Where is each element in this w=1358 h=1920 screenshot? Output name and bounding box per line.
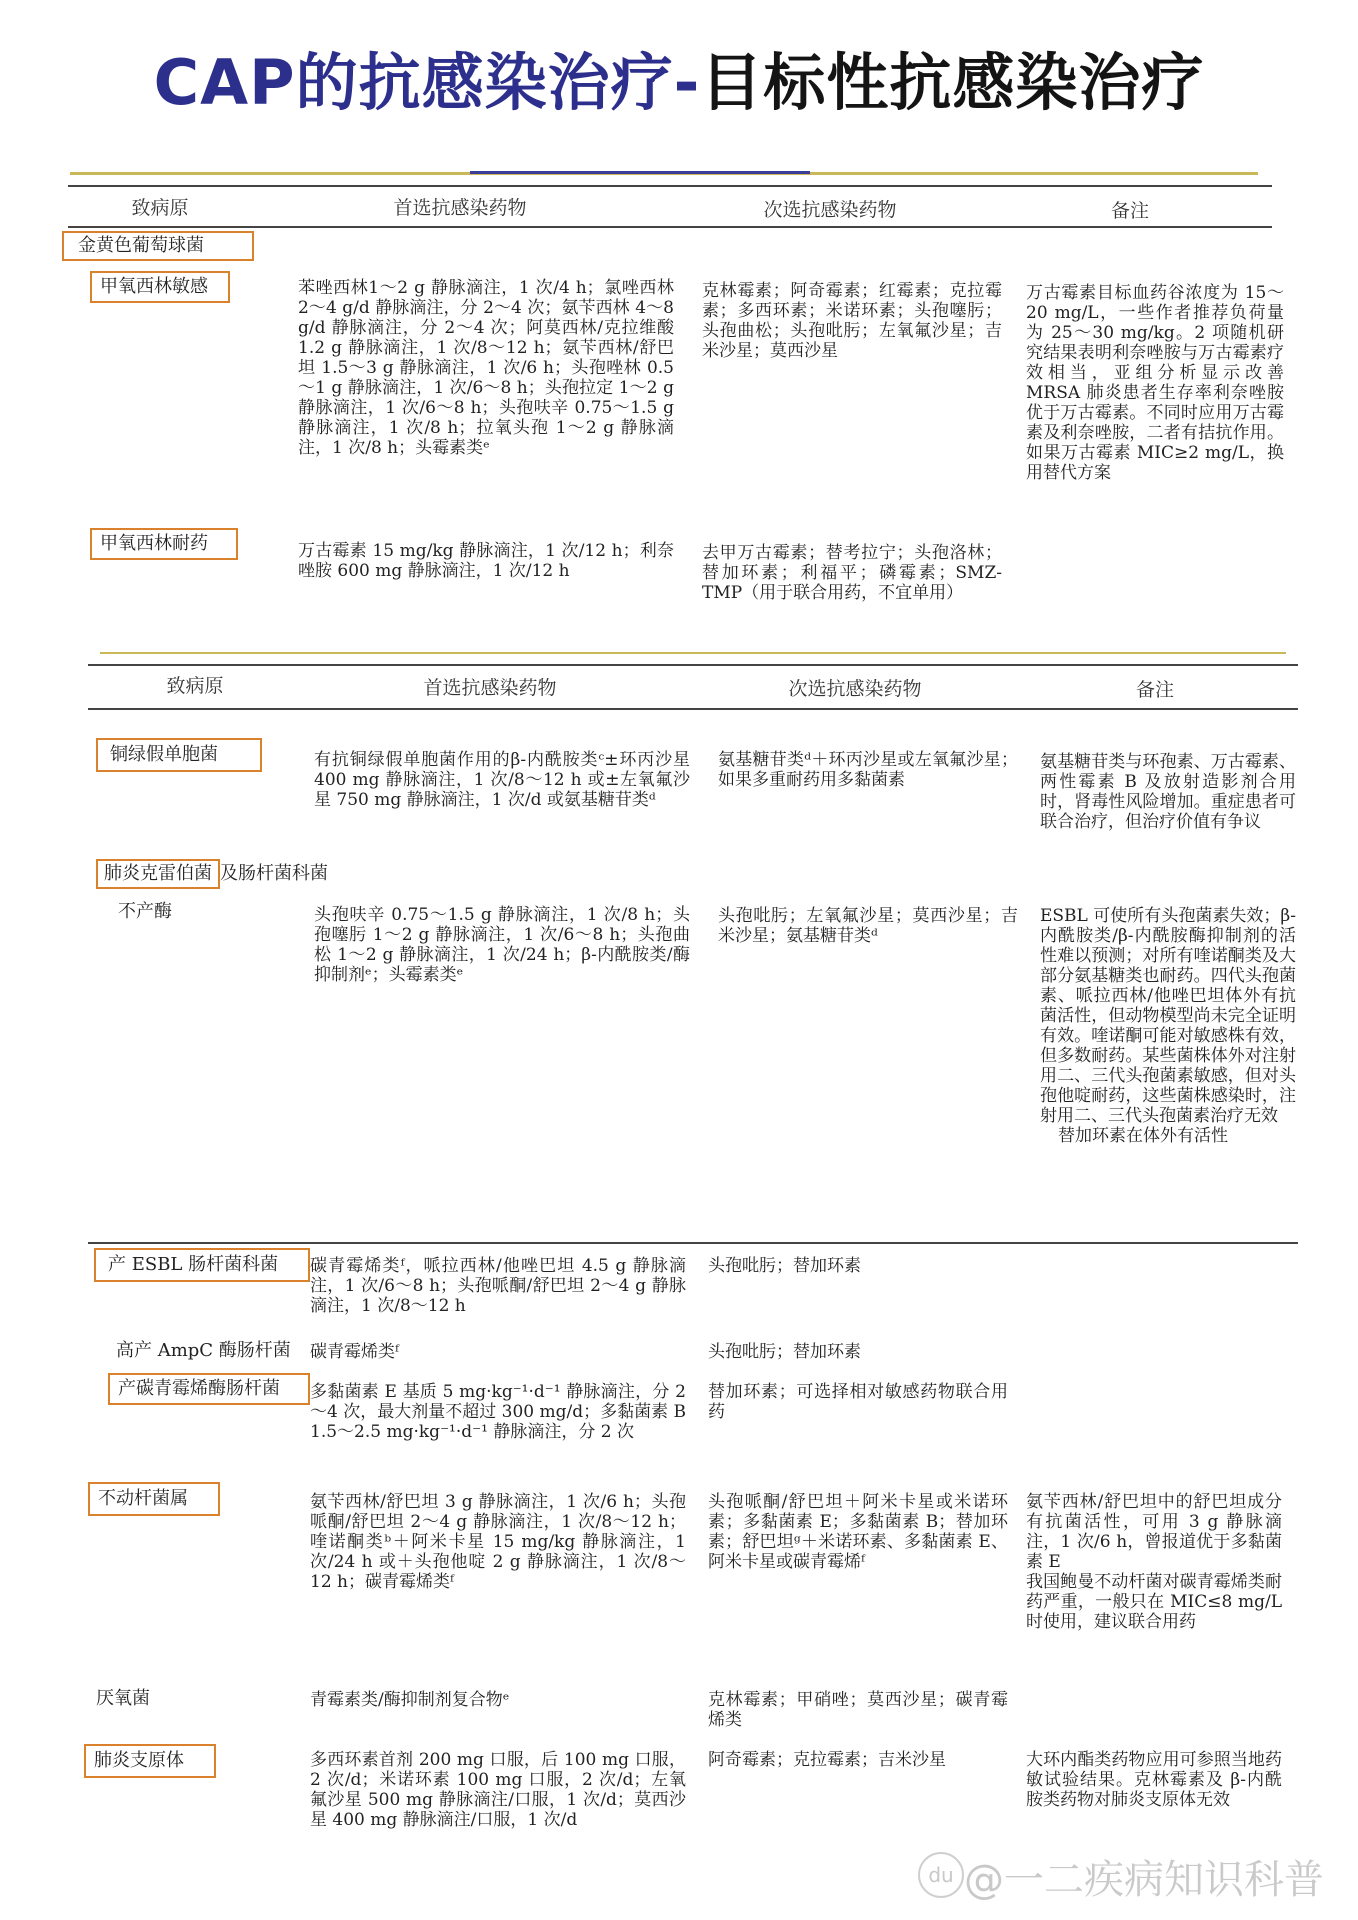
mssa-note bbox=[1026, 283, 1284, 483]
klebsiella-first-choice bbox=[314, 905, 690, 985]
title-part1: CAP的抗感染治疗- bbox=[153, 46, 701, 119]
pathogen-mycoplasma: 肺炎支原体 bbox=[84, 1744, 216, 1778]
pathogen-klebsiella-row bbox=[96, 859, 328, 889]
acinetobacter-second-text: 头孢哌酮/舒巴坦＋阿米卡星或米诺环素；多黏菌素 E；多黏菌素 B；替加环素；舒巴坦ᵍ＋米诺环素、多黏菌素 E、阿米卡星或碳青霉烯ᶠ bbox=[708, 1492, 1008, 1572]
t2-header-first: 首选抗感染药物 bbox=[423, 677, 557, 699]
pseudomonas-second-choice bbox=[718, 750, 1018, 790]
t1-header-note: 备注 bbox=[1110, 200, 1149, 222]
esbl-first-choice bbox=[310, 1256, 686, 1316]
mssa-first-text: 苯唑西林1～2 g 静脉滴注，1 次/4 h；氯唑西林 2～4 g/d 静脉滴注，分 2～4 次；氨苄西林 4～8 g/d 静脉滴注，分 2～4 次；阿莫西林/克拉维酸 1.2 g 静脉滴注，1 次/8～12 h；氨苄西林/舒巴坦 1.5～3 g 静脉滴注，1 次/6 h；头孢唑林 0.5～1 g 静脉滴注，1 次/6～8 h；头孢拉定 1～2 g 静脉滴注，1 次/6～8 h；头孢呋辛 0.75～1.5 g 静脉滴注，1 次/8 h；拉氧头孢 1～2 g 静脉滴注，1 次/8 h；头霉素类ᵉ bbox=[298, 278, 674, 458]
mssa-second-text: 克林霉素；阿奇霉素；红霉素；克拉霉素；多西环素；米诺环素；头孢噻肟；头孢曲松；头孢吡肟；左氧氟沙星；吉米沙星；莫西沙星 bbox=[702, 281, 1002, 361]
pathogen-ampc: 高产 AmpC 酶肠杆菌 bbox=[116, 1340, 291, 1361]
anaerobes-first-choice bbox=[310, 1690, 686, 1710]
mrsa-second-choice bbox=[702, 543, 1002, 603]
pathogen-klebsiella-suffix: 及肠杆菌科菌 bbox=[220, 863, 328, 884]
klebsiella-note bbox=[1040, 906, 1296, 1146]
title-rule-blue bbox=[470, 171, 810, 174]
mycoplasma-first-choice bbox=[310, 1750, 686, 1830]
klebsiella-second-choice bbox=[718, 906, 1018, 946]
watermark-logo-icon: du bbox=[918, 1852, 964, 1898]
mycoplasma-note bbox=[1026, 1750, 1282, 1810]
pseudomonas-first-choice bbox=[314, 750, 690, 810]
pathogen-pseudomonas: 铜绿假单胞菌 bbox=[96, 738, 262, 772]
table2-top-rule bbox=[88, 664, 1298, 666]
mrsa-first-choice bbox=[298, 541, 674, 581]
t2-header-pathogen: 致病原 bbox=[166, 675, 224, 697]
klebsiella-first-text: 头孢呋辛 0.75～1.5 g 静脉滴注，1 次/8 h；头孢噻肟 1～2 g 静脉滴注，1 次/6～8 h；头孢曲松 1～2 g 静脉滴注，1 次/24 h；β-内酰胺类/酶抑制剂ᵉ；头霉素类ᵉ bbox=[314, 905, 690, 985]
mssa-first-choice bbox=[298, 278, 674, 458]
ampc-second-text: 头孢吡肟；替加环素 bbox=[708, 1342, 861, 1362]
page-title bbox=[0, 38, 1358, 128]
table1-top-rule bbox=[68, 185, 1272, 187]
pathogen-mssa: 甲氧西林敏感 bbox=[90, 271, 230, 303]
esbl-second-text: 头孢吡肟；替加环素 bbox=[708, 1256, 861, 1276]
cre-first-text: 多黏菌素 E 基质 5 mg·kg⁻¹·d⁻¹ 静脉滴注，分 2～4 次，最大剂量不超过 300 mg/d；多黏菌素 B 1.5～2.5 mg·kg⁻¹·d⁻¹ 静脉滴注，分 2 次 bbox=[310, 1382, 686, 1442]
t2-header-second: 次选抗感染药物 bbox=[788, 678, 922, 700]
cre-second-text: 替加环素；可选择相对敏感药物联合用药 bbox=[708, 1382, 1008, 1422]
t1-header-pathogen: 致病原 bbox=[131, 197, 189, 219]
mycoplasma-second-text: 阿奇霉素；克拉霉素；吉米沙星 bbox=[708, 1750, 946, 1770]
mrsa-second-text: 去甲万古霉素；替考拉宁；头孢洛林；替加环素；利福平；磷霉素；SMZ-TMP（用于联合用药，不宜单用） bbox=[702, 543, 1002, 603]
pathogen-anaerobes: 厌氧菌 bbox=[96, 1688, 150, 1709]
ampc-first-choice bbox=[310, 1342, 686, 1362]
mycoplasma-second-choice bbox=[708, 1750, 1008, 1770]
esbl-second-choice bbox=[708, 1256, 1008, 1276]
pseudomonas-note-text: 氨基糖苷类与环孢素、万古霉素、两性霉素 B 及放射造影剂合用时，肾毒性风险增加。重症患者可联合治疗，但治疗价值有争议 bbox=[1040, 752, 1296, 832]
esbl-divider-rule bbox=[88, 1242, 1298, 1244]
mssa-note-text: 万古霉素目标血药谷浓度为 15～20 mg/L，一些作者推荐负荷量为 25～30 mg/kg。2 项随机研究结果表明利奈唑胺与万古霉素疗效相当，亚组分析显示改善 MRSA 肺炎患者生存率利奈唑胺优于万古霉素。不同时应用万古霉素及利奈唑胺，二者有拮抗作用。如果万古霉素 MIC≥2 mg/L，换用替代方案 bbox=[1026, 283, 1284, 483]
acinetobacter-note-text: 氨苄西林/舒巴坦中的舒巴坦成分有抗菌活性，可用 3 g 静脉滴注，1 次/6 h，曾报道优于多黏菌素 E bbox=[1026, 1492, 1282, 1572]
t2-header-note: 备注 bbox=[1135, 679, 1174, 701]
group-label-staph: 金黄色葡萄球菌 bbox=[62, 231, 254, 261]
table2-header-rule bbox=[88, 708, 1298, 710]
anaerobes-second-text: 克林霉素；甲硝唑；莫西沙星；碳青霉烯类 bbox=[708, 1690, 1008, 1730]
mycoplasma-note-text: 大环内酯类药物应用可参照当地药敏试验结果。克林霉素及 β-内酰胺类药物对肺炎支原体无效 bbox=[1026, 1750, 1282, 1810]
klebsiella-note2-text: 替加环素在体外有活性 bbox=[1058, 1126, 1228, 1146]
anaerobes-second-choice bbox=[708, 1690, 1008, 1730]
section-rule-gold bbox=[100, 652, 1286, 654]
klebsiella-second-text: 头孢吡肟；左氧氟沙星；莫西沙星；吉米沙星；氨基糖苷类ᵈ bbox=[718, 906, 1018, 946]
acinetobacter-first-choice bbox=[310, 1492, 686, 1592]
pathogen-klebsiella: 肺炎克雷伯菌 bbox=[96, 859, 220, 889]
acinetobacter-second-choice bbox=[708, 1492, 1008, 1572]
mycoplasma-first-text: 多西环素首剂 200 mg 口服，后 100 mg 口服，2 次/d；米诺环素 100 mg 口服，2 次/d；左氧氟沙星 500 mg 静脉滴注/口服，1 次/d；莫西沙星 400 mg 静脉滴注/口服，1 次/d bbox=[310, 1750, 686, 1830]
pathogen-acinetobacter: 不动杆菌属 bbox=[88, 1482, 220, 1516]
ampc-second-choice bbox=[708, 1342, 1008, 1362]
pathogen-cre: 产碳青霉烯酶肠杆菌 bbox=[108, 1373, 310, 1405]
t1-header-second: 次选抗感染药物 bbox=[763, 199, 897, 221]
pathogen-esbl: 产 ESBL 肠杆菌科菌 bbox=[94, 1248, 310, 1282]
anaerobes-first-text: 青霉素类/酶抑制剂复合物ᵉ bbox=[310, 1690, 510, 1710]
cre-first-choice bbox=[310, 1382, 686, 1442]
t1-header-first: 首选抗感染药物 bbox=[393, 197, 527, 219]
esbl-first-text: 碳青霉烯类ᶠ，哌拉西林/他唑巴坦 4.5 g 静脉滴注，1 次/6～8 h；头孢哌酮/舒巴坦 2～4 g 静脉滴注，1 次/8～12 h bbox=[310, 1256, 686, 1316]
watermark-text: @一二疾病知识科普 bbox=[964, 1857, 1324, 1903]
klebsiella-subtype: 不产酶 bbox=[118, 901, 172, 922]
acinetobacter-note bbox=[1026, 1492, 1282, 1632]
pseudomonas-second-text: 氨基糖苷类ᵈ＋环丙沙星或左氧氟沙星；如果多重耐药用多黏菌素 bbox=[718, 750, 1018, 790]
ampc-first-text: 碳青霉烯类ᶠ bbox=[310, 1342, 399, 1362]
table1-header-rule bbox=[68, 226, 1272, 228]
klebsiella-note-text: ESBL 可使所有头孢菌素失效；β-内酰胺类/β-内酰胺酶抑制剂的活性难以预测；对所有喹诺酮类及大部分氨基糖类也耐药。四代头孢菌素、哌拉西林/他唑巴坦体外有抗菌活性，但动物模型尚未完全证明有效。喹诺酮可能对敏感株有效，但多数耐药。某些菌株体外对注射用二、三代头孢菌素敏感，但对头孢他啶耐药，这些菌株感染时，注射用二、三代头孢菌素治疗无效 bbox=[1040, 906, 1296, 1126]
pseudomonas-note bbox=[1040, 752, 1296, 832]
mrsa-first-text: 万古霉素 15 mg/kg 静脉滴注，1 次/12 h；利奈唑胺 600 mg 静脉滴注，1 次/12 h bbox=[298, 541, 674, 581]
cre-second-choice bbox=[708, 1382, 1008, 1422]
pathogen-mrsa: 甲氧西林耐药 bbox=[90, 528, 238, 560]
pseudomonas-first-text: 有抗铜绿假单胞菌作用的β-内酰胺类ᶜ±环丙沙星 400 mg 静脉滴注，1 次/8～12 h 或±左氧氟沙星 750 mg 静脉滴注，1 次/d 或氨基糖苷类ᵈ bbox=[314, 750, 690, 810]
acinetobacter-first-text: 氨苄西林/舒巴坦 3 g 静脉滴注，1 次/6 h；头孢哌酮/舒巴坦 2～4 g 静脉滴注，1 次/8～12 h；喹诺酮类ᵇ＋阿米卡星 15 mg/kg 静脉滴注，1 次/24 h 或＋头孢他啶 2 g 静脉滴注，1 次/8～12 h；碳青霉烯类ᶠ bbox=[310, 1492, 686, 1592]
title-part2: 目标性抗感染治疗 bbox=[700, 46, 1205, 119]
mssa-second-choice bbox=[702, 281, 1002, 361]
acinetobacter-note2-text: 我国鲍曼不动杆菌对碳青霉烯类耐药严重，一般只在 MIC≤8 mg/L 时使用，建议联合用药 bbox=[1026, 1572, 1282, 1632]
